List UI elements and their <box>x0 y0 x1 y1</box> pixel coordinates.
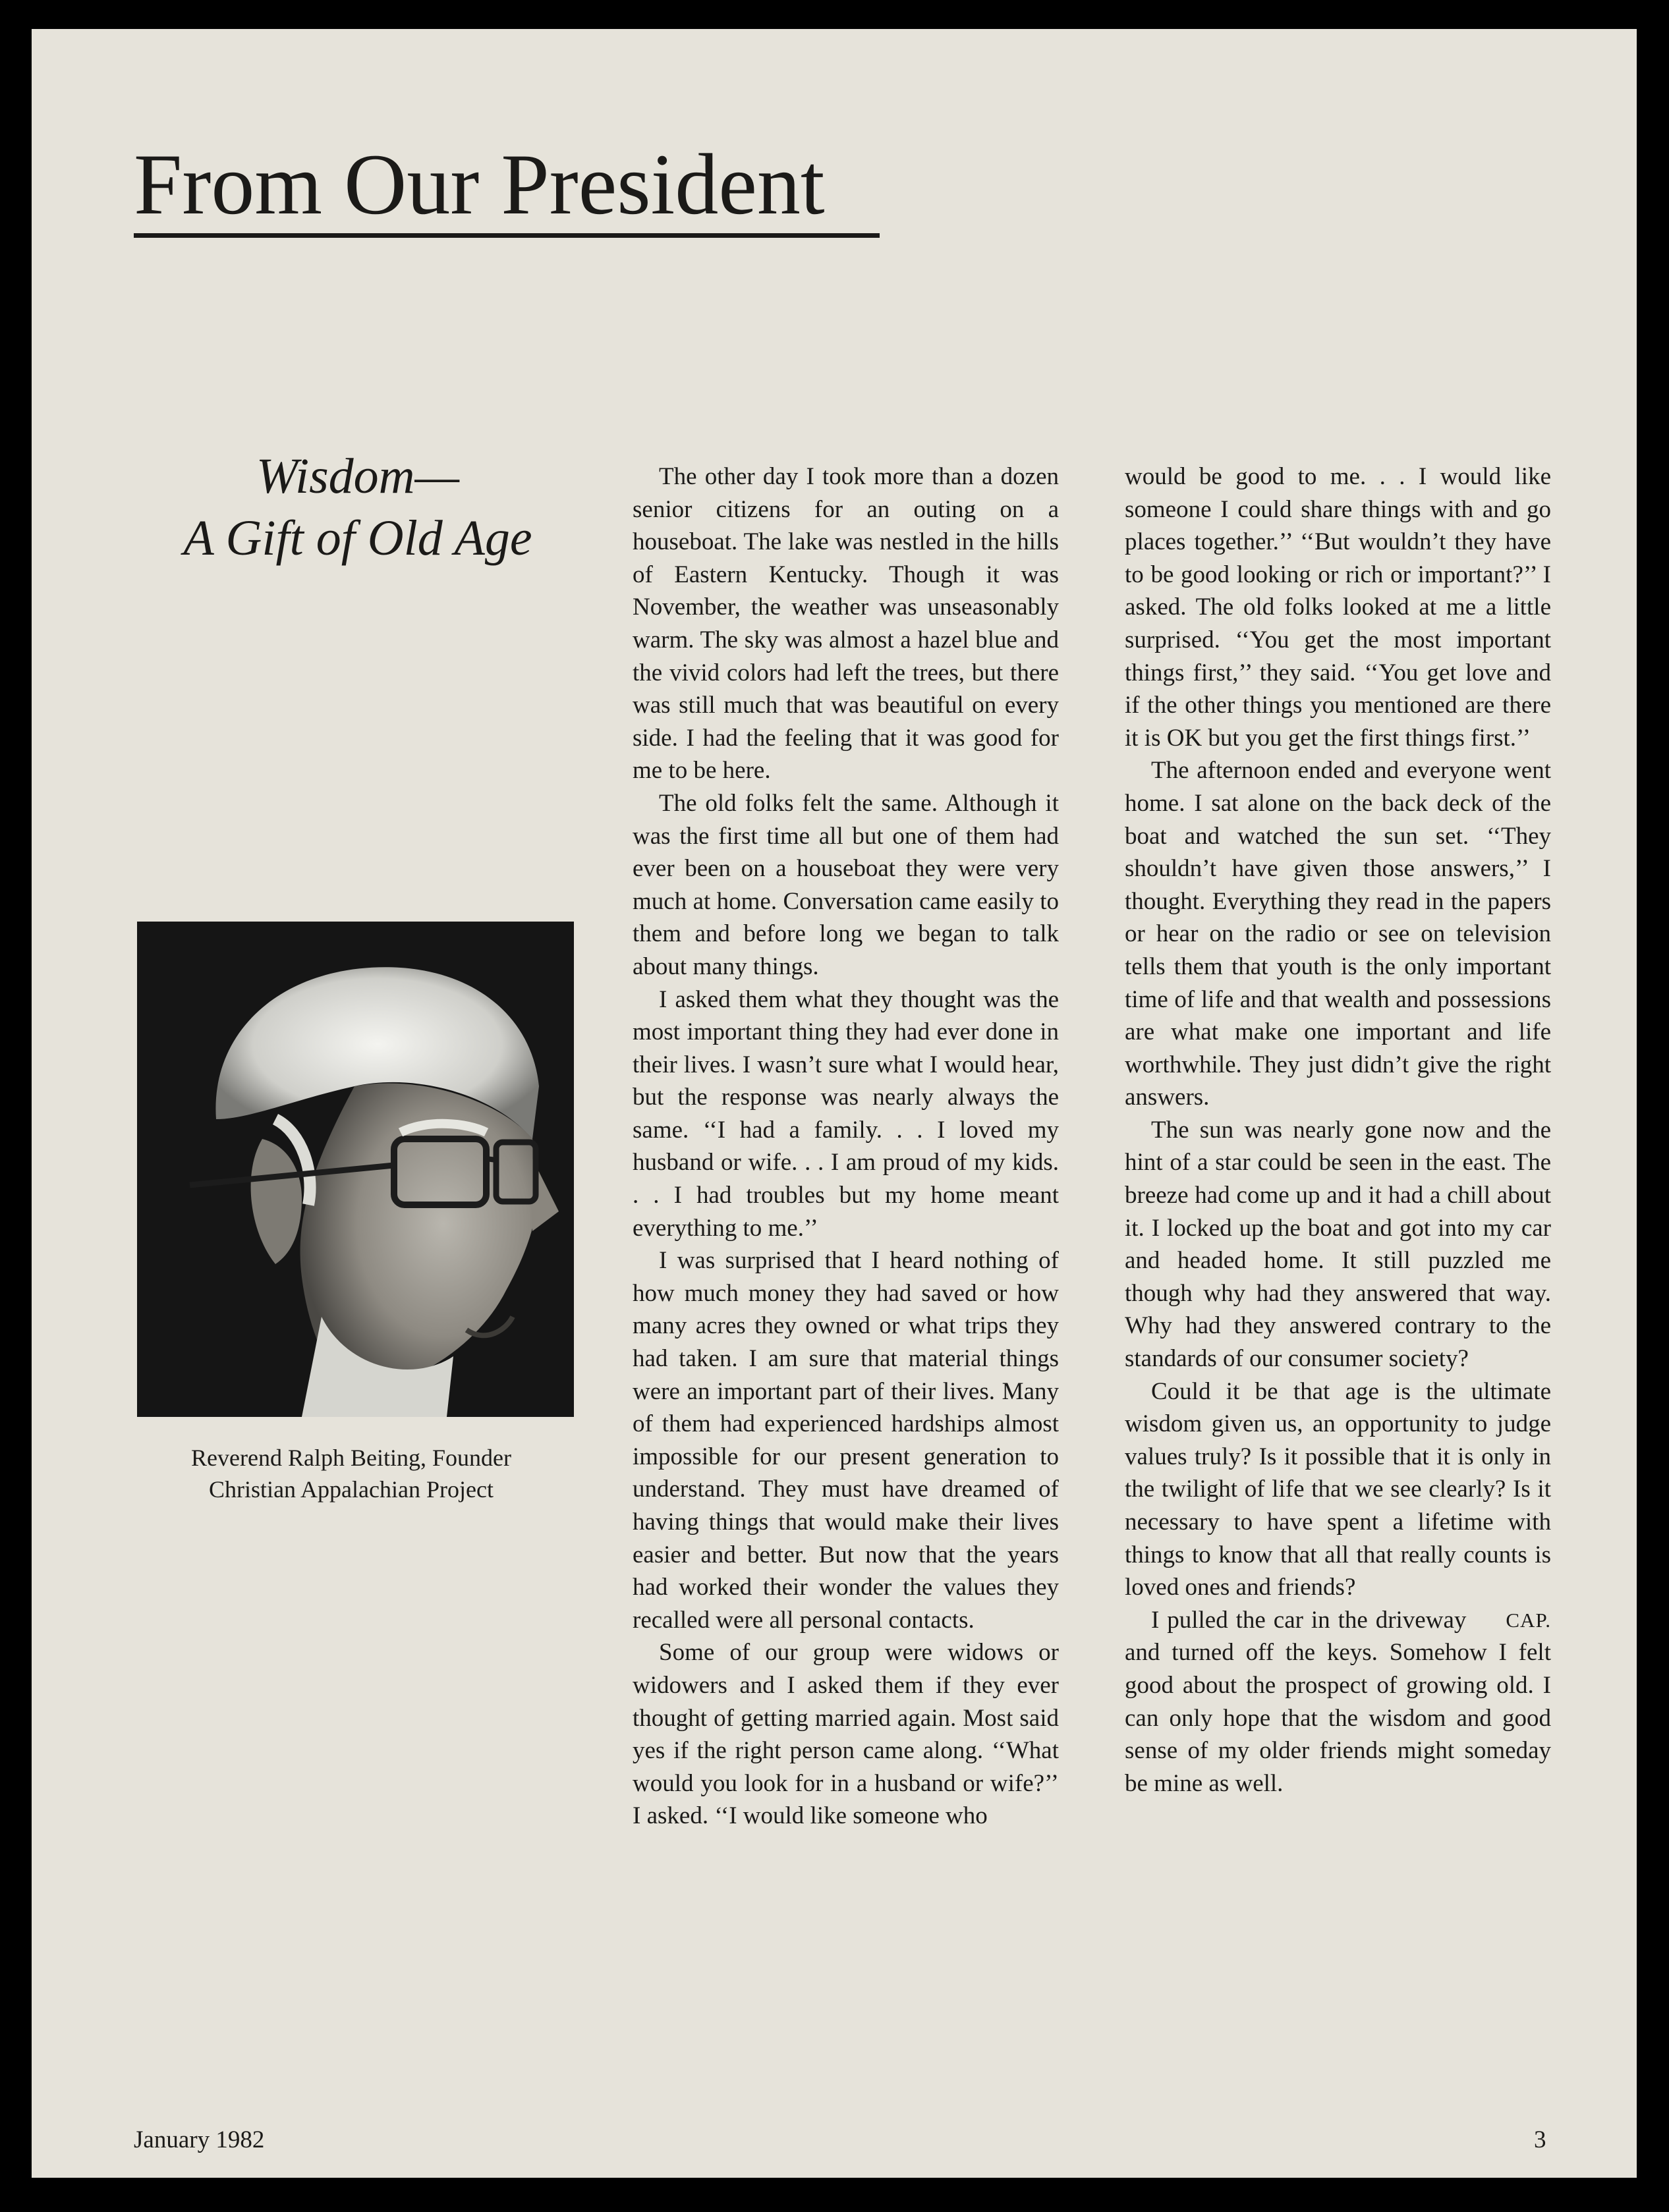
paragraph: I was surprised that I heard nothing of how much money they had saved or how many acres they owned or what trips they had taken. I am sure that material things were an important part of their lives. Many of them had experienced hardships almost impossible for our present generation to understand. They must have dreamed of having things that would make their lives easier and better. But now that the years had worked their wonder the values they recalled were all personal contacts. <box>633 1247 1059 1634</box>
page-title: From Our President <box>134 141 880 238</box>
caption-line-2: Christian Appalachian Project <box>209 1476 494 1503</box>
article-subtitle <box>134 445 582 569</box>
final-paragraph <box>1125 1604 1551 1800</box>
paragraph: The other day I took more than a dozen senior citizens for an outing on a houseboat. The lake was nestled in the hills of Eastern Kentucky. Though it was November, the weather was unseasonably warm. The sky was almost a hazel blue and the vivid colors had left the trees, but there was still much that was beautiful on every side. I had the feeling that it was good for me to be here. <box>633 463 1059 785</box>
paragraph: I asked them what they thought was the most important thing they had ever done in their lives. I wasn’t sure what I would hear, but the response was nearly always the same. ‘‘I had a family. . . I loved my husband or wife. . . I am proud of my kids. . . I had troubles but my home meant everything to me.’’ <box>633 985 1059 1242</box>
magazine-page <box>32 29 1637 2178</box>
paragraph: would be good to me. . . I would like someone I could share things with and go places together.’’ ‘‘But wouldn’t they have to be good looking or rich or important?’’ I asked. The old folks looked at me a little surprised. ‘‘You get the most important things first,’’ they said. ‘‘You get love and if the other things you mentioned are there it is OK but you get the first things first.’’ <box>1125 463 1551 752</box>
page-number: 3 <box>1534 2126 1546 2153</box>
article-column-1 <box>633 460 1059 1833</box>
issue-date: January 1982 <box>134 2126 265 2153</box>
subtitle-line-1: Wisdom— <box>256 449 460 504</box>
signature: CAP. <box>1506 1608 1551 1632</box>
paragraph: The old folks felt the same. Although it was the first time all but one of them had ever been on a houseboat they were very much at home. Conversation came easily to them and before long we began to talk about many things. <box>633 789 1059 980</box>
subtitle-line-2: A Gift of Old Age <box>183 511 532 566</box>
paragraph: The afternoon ended and everyone went home. I sat alone on the back deck of the boat and watched the sun set. ‘‘They shouldn’t have given those answers,’’ I thought. Everything they read in the papers or hear on the radio or see on television tells them that youth is the only important time of life and that wealth and possessions are what make one important and life worthwhile. They just didn’t give the right answers. <box>1125 757 1551 1111</box>
final-paragraph-text: I pulled the car in the driveway and turned off the keys. Somehow I felt good about the prospect of growing old. I can only hope that the wisdom and good sense of my older friends might someday be mine as well. <box>1125 1606 1551 1797</box>
paragraph: Some of our group were widows or widowers and I asked them if they ever thought of getting married again. Most said yes if the right person came along. ‘‘What would you look for in a husband or wife?’’ I asked. ‘‘I would like someone who <box>633 1639 1059 1830</box>
photo-caption <box>130 1442 572 1505</box>
portrait-photo <box>137 922 574 1417</box>
caption-line-1: Reverend Ralph Beiting, Founder <box>191 1445 511 1471</box>
portrait-illustration <box>137 922 574 1417</box>
paragraph: The sun was nearly gone now and the hint of a star could be seen in the east. The breeze had come up and it had a chill about it. I locked up the boat and got into my car and headed home. It still puzzled me though why had they answered that way. Why had they answered contrary to the standards of our consumer society? <box>1125 1116 1551 1373</box>
article-column-2 <box>1125 460 1551 1800</box>
paragraph: Could it be that age is the ultimate wisdom given us, an opportunity to judge values truly? Is it possible that it is only in the twilight of life that we see clearly? Is it necessary to have spent a lifetime with things to know that all that really counts is loved ones and friends? <box>1125 1377 1551 1601</box>
